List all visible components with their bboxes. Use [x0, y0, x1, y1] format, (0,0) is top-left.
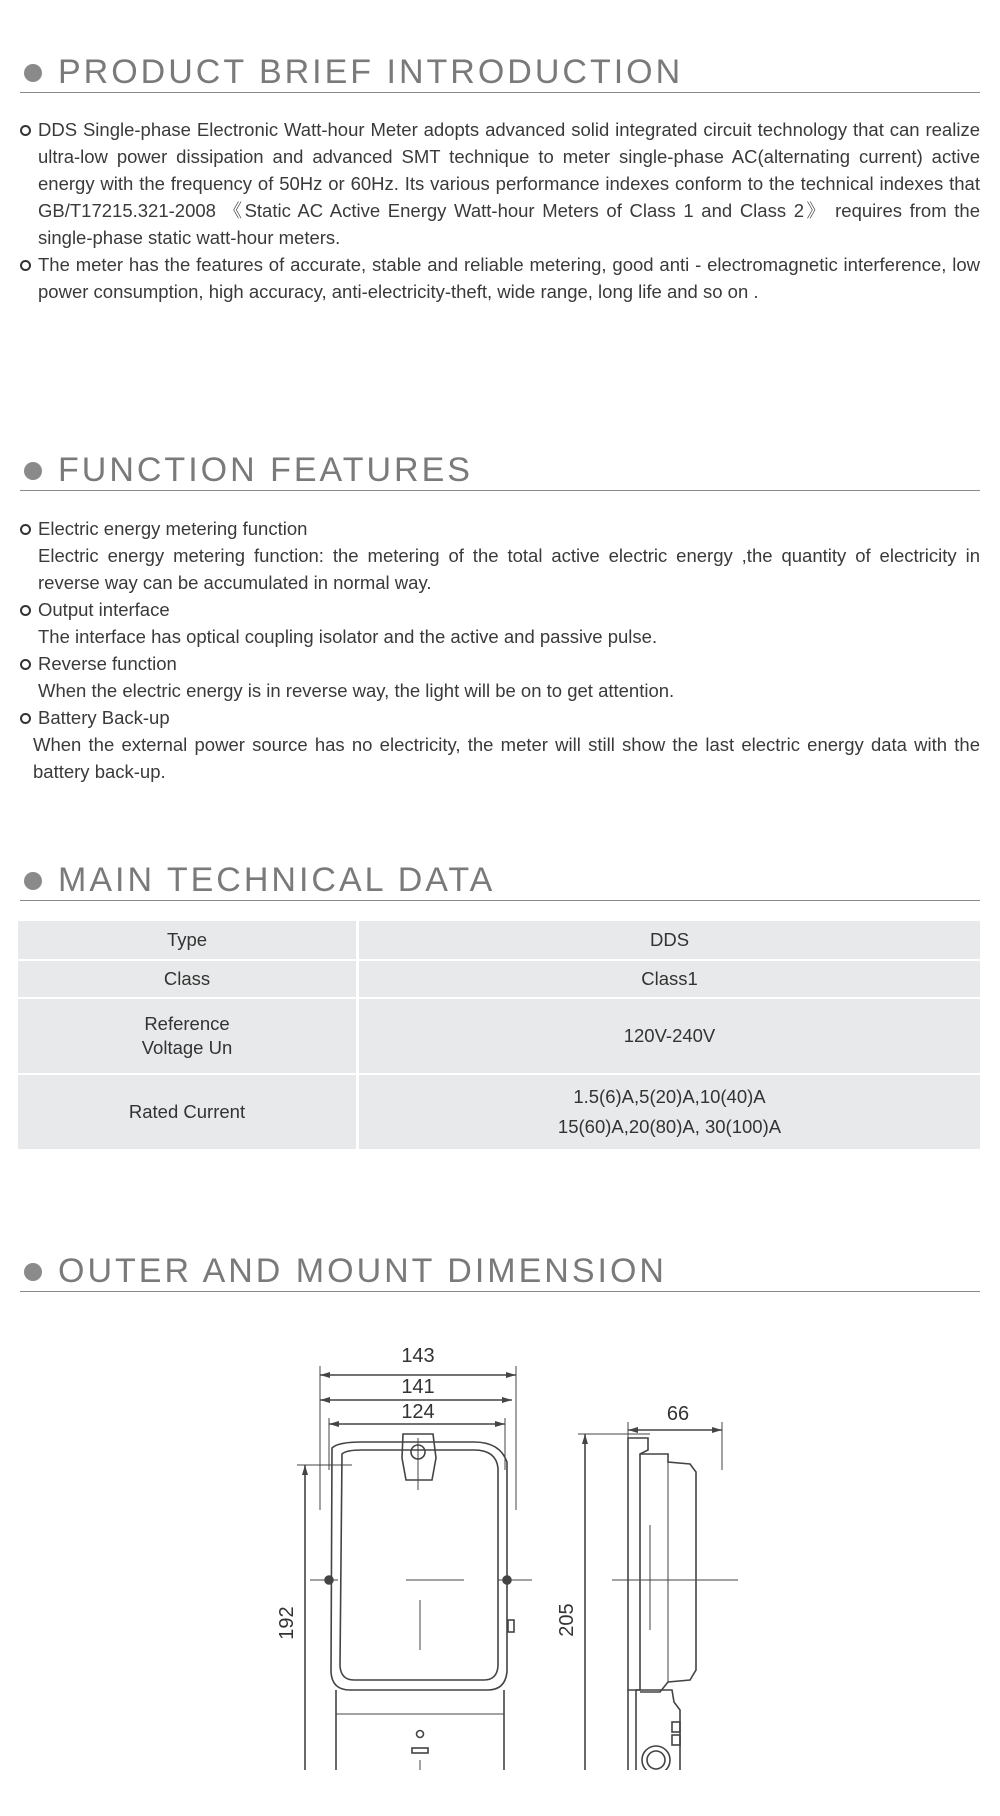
dimension-drawing: [0, 1330, 1000, 1770]
table-key: Reference Voltage Un: [18, 998, 358, 1074]
meter-cover-outer: [331, 1442, 507, 1690]
dim-label-124: 124: [401, 1401, 435, 1423]
dim-label-66: 66: [666, 1403, 690, 1425]
terminal-slot: [412, 1748, 428, 1753]
intro-bullet: [20, 116, 980, 251]
side-view: [556, 1403, 738, 1770]
table-key: Type: [18, 921, 358, 960]
arrow: [582, 1434, 588, 1444]
arrow: [495, 1421, 505, 1427]
heading-dot-icon: [24, 872, 42, 890]
dim-label-141: 141: [401, 1376, 435, 1398]
front-view: [276, 1345, 532, 1770]
table-value: DDS: [358, 921, 981, 960]
base-plate: [628, 1438, 648, 1690]
table-row: [18, 921, 980, 960]
table-row: [18, 1074, 980, 1150]
intro-heading: PRODUCT BRIEF INTRODUCTION: [58, 53, 684, 91]
ring-bullet-icon: [20, 605, 31, 616]
dimension-heading: OUTER AND MOUNT DIMENSION: [58, 1252, 667, 1290]
table-row: [18, 960, 980, 998]
feature-title: [20, 596, 980, 623]
arrow: [302, 1465, 308, 1475]
feature-text: When the external power source has no electricity, the meter will still show the last electric energy data with the battery back-up.: [33, 734, 980, 782]
table-key: Rated Current: [18, 1074, 358, 1150]
features-heading: FUNCTION FEATURES: [58, 451, 473, 489]
intro-bullet-text: The meter has the features of accurate, stable and reliable metering, good anti - electromagnetic interference, low power consumption, high accuracy, anti-electricity-theft, wide range, long life and so on .: [38, 254, 980, 302]
feature-title-text: Electric energy metering function: [38, 518, 308, 539]
ring-bullet-icon: [20, 125, 31, 136]
feature-title: [20, 704, 980, 731]
ring-bullet-icon: [20, 260, 31, 271]
hanger-tab: [402, 1434, 436, 1480]
terminal-screw: [672, 1735, 680, 1745]
ring-bullet-icon: [20, 659, 31, 670]
ring-bullet-icon: [20, 524, 31, 535]
intro-bullet-text: DDS Single-phase Electronic Watt-hour Meter adopts advanced solid integrated circuit technology that can realize ultra-low power dissipation and advanced SMT technique to meter single-phase AC(alternating current) active energy with the frequency of 50Hz or 60Hz. Its various performance indexes conform to the technical indexes that GB/T17215.321-2008 《Static AC Active Energy Watt-hour Meters of Class 1 and Class 2》 requires from the single-phase static watt-hour meters.: [38, 119, 980, 248]
intro-bullet: [20, 251, 980, 305]
terminal-screw: [672, 1722, 680, 1732]
table-value: 120V-240V: [358, 998, 981, 1074]
ring-bullet-icon: [20, 713, 31, 724]
feature-title-text: Output interface: [38, 599, 170, 620]
feature-text: Electric energy metering function: the metering of the total active electric energy ,the quantity of electricity in reverse way can be accumulated in normal way.: [38, 545, 980, 593]
heading-dot-icon: [24, 462, 42, 480]
arrow: [502, 1397, 512, 1403]
dim-label-192: 192: [276, 1606, 298, 1640]
feature-title: [20, 650, 980, 677]
dimension-svg: [0, 1330, 1000, 1770]
arrow: [320, 1397, 330, 1403]
dim-label-143: 143: [401, 1345, 435, 1367]
table-value: Class1: [358, 960, 981, 998]
table-row: [18, 998, 980, 1074]
tech-heading: MAIN TECHNICAL DATA: [58, 861, 496, 899]
terminal-bolt-outer: [642, 1746, 670, 1770]
heading-dot-icon: [24, 64, 42, 82]
arrow: [628, 1427, 638, 1433]
tech-heading-bar: [20, 860, 980, 901]
feature-title: [20, 515, 980, 542]
meter-cover-inner: [340, 1450, 498, 1680]
arrow: [329, 1421, 339, 1427]
features-heading-bar: [20, 450, 980, 491]
side-knob: [508, 1620, 514, 1632]
table-value: 1.5(6)A,5(20)A,10(40)A 15(60)A,20(80)A, 30(100)A: [358, 1074, 981, 1150]
feature-text: The interface has optical coupling isolator and the active and passive pulse.: [38, 626, 658, 647]
intro-text: [20, 116, 980, 305]
features-text: [20, 515, 980, 785]
dim-label-205: 205: [556, 1603, 578, 1637]
table-key: Class: [18, 960, 358, 998]
arrow: [320, 1372, 330, 1378]
arrow: [506, 1372, 516, 1378]
heading-dot-icon: [24, 1263, 42, 1281]
terminal-bolt-inner: [647, 1751, 665, 1769]
intro-heading-bar: [20, 52, 980, 93]
feature-title-text: Battery Back-up: [38, 707, 170, 728]
dimension-heading-bar: [20, 1251, 980, 1292]
feature-text: When the electric energy is in reverse way, the light will be on to get attention.: [38, 680, 675, 701]
arrow: [712, 1427, 722, 1433]
tech-table: [18, 921, 980, 1151]
feature-title-text: Reverse function: [38, 653, 177, 674]
terminal-screw: [417, 1731, 424, 1738]
